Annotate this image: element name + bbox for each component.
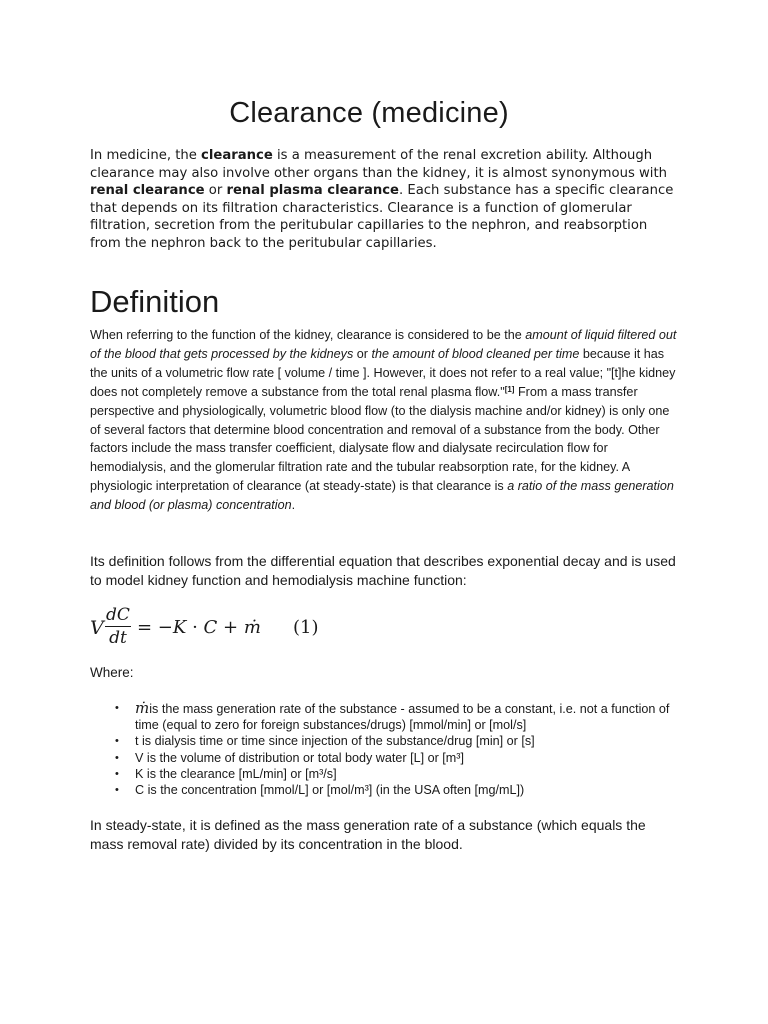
- equation-fraction: [105, 605, 131, 648]
- list-item-text: C is the concentration [mmol/L] or [mol/m³] (in the USA often [mg/mL]): [135, 783, 525, 798]
- where-label: Where:: [90, 665, 134, 680]
- equation-variable-v: V: [90, 617, 104, 639]
- bullet-icon: •: [115, 767, 119, 780]
- equation-denominator: dt: [109, 628, 127, 648]
- intro-term-clearance: clearance: [201, 148, 273, 163]
- fraction-bar: [105, 626, 131, 627]
- list-item: [90, 700, 680, 733]
- equation-variable-mdot: ṁ: [243, 617, 261, 638]
- list-item-text: t is dialysis time or time since injection of the substance/drug [min] or [s]: [135, 734, 535, 749]
- definition-paragraph: [90, 326, 680, 515]
- definition-italic: the amount of blood cleaned per time: [371, 346, 580, 361]
- intro-text: In medicine, the: [90, 148, 202, 163]
- page-title: Clearance (medicine): [229, 97, 509, 129]
- equation-numerator: dC: [106, 605, 130, 625]
- bullet-icon: •: [115, 751, 119, 764]
- intro-paragraph: [90, 147, 682, 253]
- citation-link[interactable]: [1]: [504, 384, 515, 394]
- definition-text: From a mass transfer perspective and physiologically, volumetric blood flow (to the dialysis machine and/or kidney) is only one of several factors that determine blood concentration and removal of a substance from the body. Other factors include the mass transfer coefficient, dialysate flow and dialysate recirculation flow for hemodialysis, and the glomerular filtration rate and the tubular reabsorption rate, for the kidney. A physiologic interpretation of clearance (at steady-state) is that clearance is: [90, 384, 670, 494]
- equation-intro-paragraph: Its definition follows from the differential equation that describes exponential decay and is used to model kidney function and hemodialysis machine function:: [90, 553, 676, 588]
- mdot-symbol: ṁ: [135, 699, 150, 717]
- intro-text: is a measurement of the renal excretion ability. Although clearance may also involve other organs than the kidney, it is almost synonymous with: [90, 148, 667, 181]
- section-heading-definition: Definition: [90, 284, 220, 319]
- intro-term-renal-plasma-clearance: renal plasma clearance: [226, 183, 399, 199]
- list-item: [90, 782, 680, 798]
- list-item-text: V is the volume of distribution or total body water [L] or [m³]: [135, 750, 464, 765]
- intro-text: . Each substance has a specific clearance that depends on its filtration characteristics. Clearance is a function of glomerular filtration, secretion from the peritubular capillaries to the nephron, and reabsorption from the nephron back to the peritubular capillaries.: [90, 183, 674, 251]
- equation-number: (1): [293, 617, 319, 638]
- definition-text: because it has the units of a volumetric flow rate [ volume / time ]. However, it does not refer to a real value; "[t]he kidney does not completely remove a substance from the total renal plasma flow.": [90, 346, 676, 399]
- intro-text: or: [204, 183, 227, 199]
- bullet-icon: •: [115, 784, 119, 797]
- equation-image: [90, 605, 330, 655]
- definition-text: or: [353, 346, 372, 361]
- definition-text: When referring to the function of the kidney, clearance is considered to be the: [90, 328, 526, 342]
- list-item: [90, 750, 680, 766]
- steady-state-paragraph: In steady-state, it is defined as the mass generation rate of a substance (which equals the mass removal rate) divided by its concentration in the blood.: [90, 817, 646, 852]
- list-item: [90, 766, 680, 782]
- intro-term-renal-clearance: renal clearance: [90, 183, 205, 199]
- equation-variable-c: C: [203, 617, 218, 638]
- equation-rhs: [137, 617, 261, 638]
- equation-equals: = −: [137, 617, 173, 638]
- variable-list: [90, 700, 680, 798]
- definition-italic: amount of liquid filtered out of the blood that gets processed by the kidneys: [90, 328, 677, 361]
- equation-dot: ·: [186, 617, 204, 638]
- equation-variable-k: K: [172, 617, 187, 638]
- bullet-icon: •: [115, 735, 119, 748]
- list-item: [90, 733, 680, 749]
- definition-text: .: [291, 498, 296, 513]
- list-item-text: K is the clearance [mL/min] or [m³/s]: [135, 766, 337, 781]
- bullet-icon: •: [115, 702, 119, 714]
- equation-plus: +: [217, 617, 244, 638]
- definition-italic: a ratio of the mass generation and blood (or plasma) concentration: [90, 479, 674, 513]
- list-item-text: is the mass generation rate of the substance - assumed to be a constant, i.e. not a function of time (equal to zero for foreign substances/drugs) [mmol/min] or [mol/s]: [135, 702, 670, 733]
